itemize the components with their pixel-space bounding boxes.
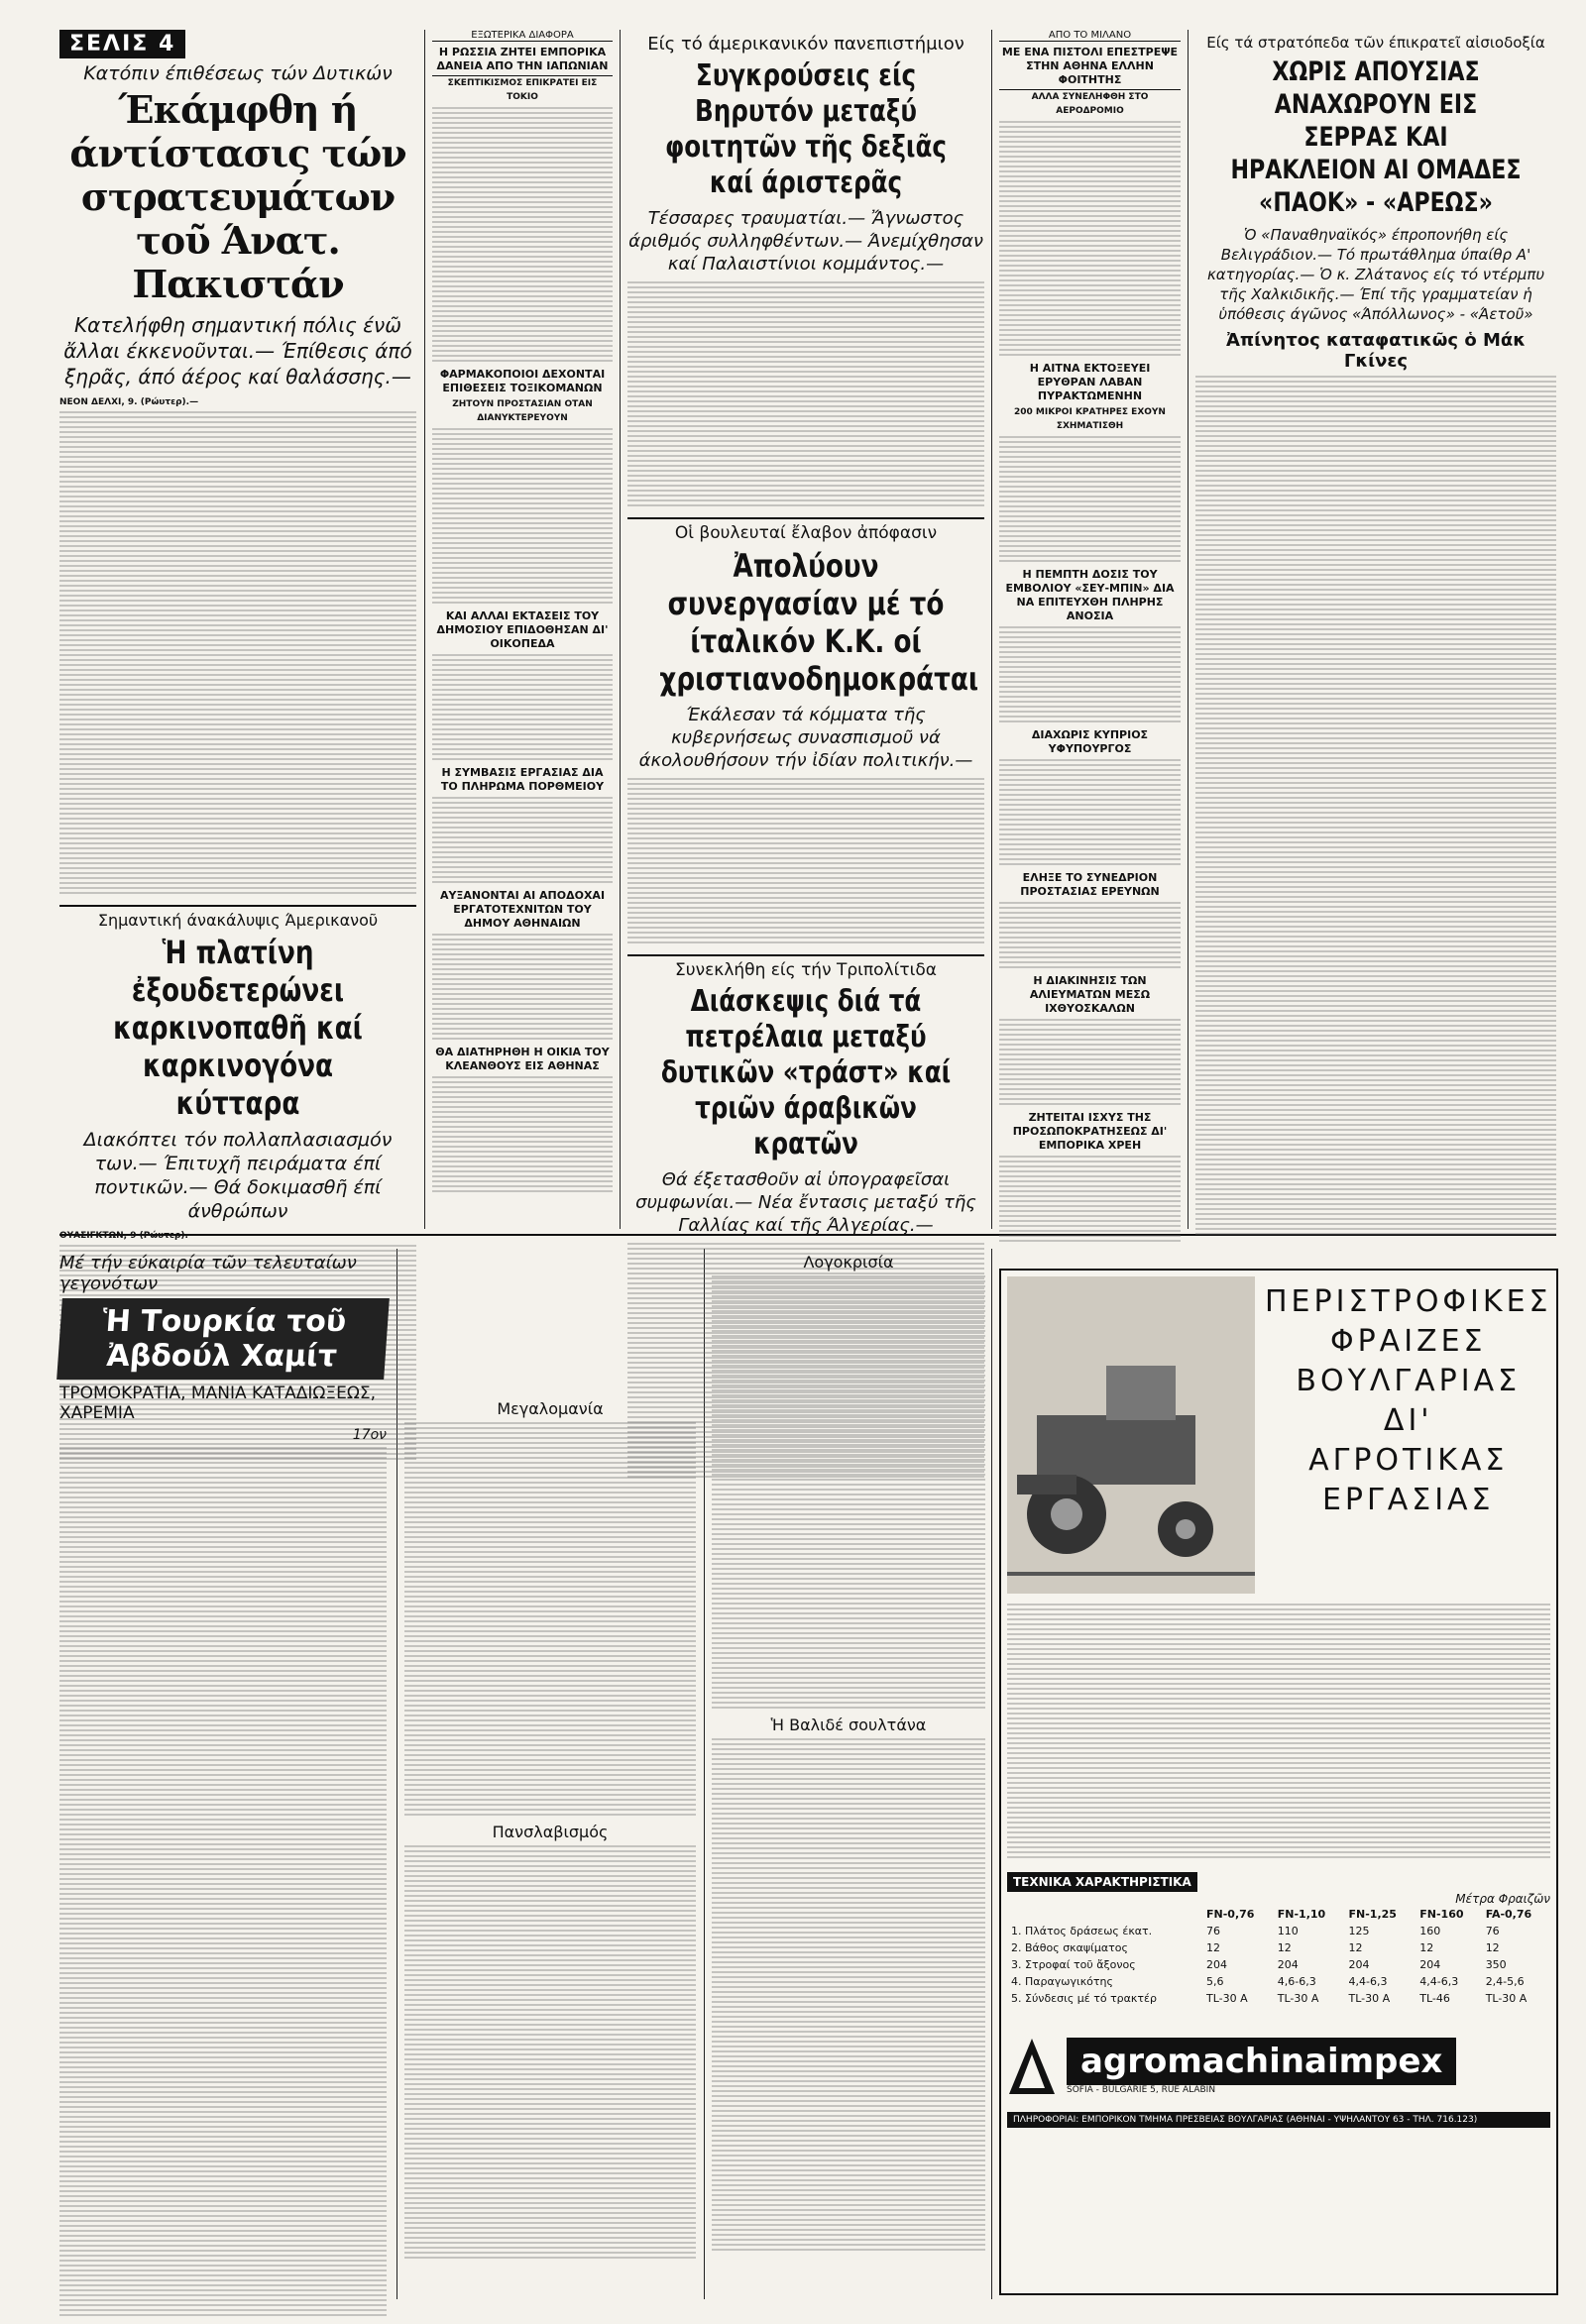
article-text bbox=[59, 1447, 387, 2319]
specs-header-cell: FN-160 bbox=[1419, 1908, 1464, 1921]
ad-footer: ΠΛΗΡΟΦΟΡΙΑΙ: ΕΜΠΟΡΙΚΟΝ ΤΜΗΜΑ ΠΡΕΣΒΕΙΑΣ ΒΟΥΛΓΑΡΙΑΣ (ΑΘΗΝΑΙ - ΥΨΗΛΑΝΤΟΥ 63 - ΤΗΛ. 716.123) bbox=[1007, 2112, 1550, 2128]
specs-heading: ΤΕΧΝΙΚΑ ΧΑΡΑΚΤΗΡΙΣΤΙΚΑ bbox=[1007, 1872, 1197, 1892]
story-kicker: Είς τά στρατόπεδα τῶν έπικρατεῖ αἰσιοδοξία bbox=[1206, 34, 1545, 52]
story-headline: Συγκρούσεις είς Βηρυτόν μεταξύ φοιτητῶν τῆς δεξιᾶς καί άριστερᾶς bbox=[665, 58, 947, 200]
article-text bbox=[432, 934, 613, 1043]
specs-cell: 5,6 bbox=[1206, 1975, 1224, 1988]
specs-cell: 2,4-5,6 bbox=[1485, 1975, 1525, 1988]
specs-cell: TL-46 bbox=[1419, 1992, 1450, 2005]
specs-cell: 4,4-6,3 bbox=[1348, 1975, 1388, 1988]
dateline: ΟΥΑΣΙΓΚΤΩΝ, 9 (Ρώυτερ).— bbox=[59, 1231, 197, 1241]
episode-number: 17ον bbox=[352, 1427, 387, 1443]
story-kicker: Κατόπιν έπιθέσεως τών Δυτικών bbox=[83, 62, 393, 84]
story-headline: ΘΑ ΔΙΑΤΗΡΗΘΗ Η ΟΙΚΙΑ ΤΟΥ ΚΛΕΑΝΘΟΥΣ ΕΙΣ ΑΘΗΝΑΣ bbox=[435, 1046, 610, 1072]
story-headline: ΜΕ ΕΝΑ ΠΙΣΤΟΛΙ ΕΠΕΣΤΡΕΨΕ ΣΤΗΝ ΑΘΗΝΑ ΕΛΛΗΝ ΦΟΙΤΗΤΗΣ bbox=[1001, 46, 1179, 86]
specs-cell: 125 bbox=[1348, 1925, 1370, 1937]
feature-column-1 bbox=[59, 1249, 387, 2299]
column-rule bbox=[991, 1249, 992, 2299]
specs-cell: 12 bbox=[1419, 1941, 1434, 1954]
specs-cell: 2. Βάθος σκαψίματος bbox=[1011, 1941, 1128, 1954]
feature-kicker: Μέ τήν εύκαιρία τῶν τελευταίων γεγονότων bbox=[59, 1253, 357, 1294]
article-text bbox=[432, 107, 613, 365]
ad-title-line: ΔΙ' bbox=[1383, 1403, 1433, 1438]
specs-cell: 76 bbox=[1485, 1925, 1500, 1937]
story-subhead: ΑΛΛΑ ΣΥΝΕΛΗΦΘΗ ΣΤΟ ΑΕΡΟΔΡΟΜΙΟ bbox=[999, 89, 1181, 118]
ad-title-line: ΑΓΡΟΤΙΚΑΣ bbox=[1308, 1443, 1509, 1478]
specs-header-cell: FA-0,76 bbox=[1485, 1908, 1532, 1921]
article-text bbox=[712, 1738, 985, 2254]
story-subhead: ΖΗΤΟΥΝ ΠΡΟΣΤΑΣΙΑΝ ΟΤΑΝ ΔΙΑΝΥΚΤΕΡΕΥΟΥΝ bbox=[452, 399, 593, 423]
story-subhead: Έκάλεσαν τά κόμματα τῆς κυβερνήσεως συνασπισμοῦ νά άκολουθήσουν τήν ἰδίαν πολιτικήν.— bbox=[638, 705, 973, 771]
specs-row bbox=[1007, 1956, 1550, 1973]
specs-row bbox=[1007, 1939, 1550, 1956]
specs-header-cell: FN-1,25 bbox=[1348, 1908, 1397, 1921]
specs-cell: TL-30 A bbox=[1206, 1992, 1248, 2005]
ad-brand: agromachinaimpex bbox=[1067, 2038, 1456, 2085]
specs-cell: 350 bbox=[1485, 1958, 1507, 1971]
story-headline: ΦΑΡΜΑΚΟΠΟΙΟΙ ΔΕΧΟΝΤΑΙ ΕΠΙΘΕΣΕΙΣ ΤΟΞΙΚΟΜΑΝΩΝ bbox=[439, 368, 606, 394]
article-text bbox=[999, 759, 1181, 868]
feature-section-heading: Μεγαλομανία bbox=[497, 1399, 604, 1418]
specs-models-label: Μέτρα Φραιζῶν bbox=[1455, 1892, 1550, 1906]
specs-row bbox=[1007, 1923, 1550, 1939]
column-rule bbox=[1188, 30, 1189, 1229]
story-subhead: Τέσσαρες τραυματίαι.— Ἄγνωστος άριθμός συλληφθέντων.— Άνεμίχθησαν καί Παλαιστίνιοι κομμάντος.— bbox=[628, 208, 983, 275]
tractor-machine-image bbox=[1007, 1276, 1255, 1594]
story-headline: Ἡ πλατίνη ἐξουδετερώνει καρκινοπαθῆ καί καρκινογόνα κύτταρα bbox=[113, 934, 363, 1122]
story-headline: Η ΔΙΑΚΙΝΗΣΙΣ ΤΩΝ ΑΛΙΕΥΜΑΤΩΝ ΜΕΣΩ ΙΧΘΥΟΣΚΑΛΩΝ bbox=[1029, 974, 1151, 1015]
story-subhead: Διακόπτει τόν πολλαπλασιασμόν των.— Έπιτυχῆ πειράματα έπί ποντικῶν.— Θά δοκιμασθῆ έπί άνθρώπων bbox=[83, 1129, 393, 1222]
story-headline: ΔΙΑΧΩΡΙΣ ΚΥΠΡΙΟΣ ΥΦΥΠΟΥΡΓΟΣ bbox=[1031, 728, 1149, 755]
specs-cell: 4. Παραγωγικότης bbox=[1011, 1975, 1113, 1988]
feature-banner: Ἡ Τουρκία τοῦ Ἀβδούλ Χαμίτ bbox=[57, 1298, 390, 1380]
ad-title-line: ΕΡΓΑΣΙΑΣ bbox=[1321, 1483, 1495, 1517]
story-headline: ΚΑΙ ΑΛΛΑΙ ΕΚΤΑΣΕΙΣ ΤΟΥ ΔΗΜΟΣΙΟΥ ΕΠΙΔΟΘΗΣΑΝ ΔΙ' ΟΙΚΟΠΕΔΑ bbox=[436, 609, 609, 650]
dateline: ΝΕΟΝ ΔΕΛΧΙ, 9. (Ρώυτερ).— bbox=[59, 397, 199, 407]
specs-cell: 110 bbox=[1277, 1925, 1299, 1937]
section-label: ΑΠΟ ΤΟ ΜΙΛΑΝΟ bbox=[999, 30, 1181, 42]
story-kicker: Είς τό άμερικανικόν πανεπιστήμιον bbox=[647, 34, 964, 55]
advertisement bbox=[999, 1269, 1558, 2295]
ad-brand-address: SOFIA - BULGARIE 5, RUE ALABIN bbox=[1067, 2085, 1216, 2095]
page-logo: ΣΕΛΙΣ 4 bbox=[59, 30, 185, 58]
feature-section-heading: Πανσλαβισμός bbox=[492, 1823, 609, 1841]
article-text bbox=[1195, 376, 1556, 1238]
article-text bbox=[712, 1275, 985, 1712]
story-kicker: Συνεκλήθη είς τήν Τριπολίτιδα bbox=[627, 954, 984, 980]
specs-header-row bbox=[1007, 1906, 1550, 1923]
column-4 bbox=[999, 30, 1181, 1229]
story-subhead: Ἀπίνητος καταφατικῶς ὁ Μάκ Γκίνες bbox=[1225, 330, 1527, 372]
specs-cell: TL-30 A bbox=[1277, 1992, 1319, 2005]
specs-cell: 204 bbox=[1206, 1958, 1228, 1971]
specs-table bbox=[1007, 1906, 1550, 2007]
story-headline: Η ΣΥΜΒΑΣΙΣ ΕΡΓΑΣΙΑΣ ΔΙΑ ΤΟ ΠΛΗΡΩΜΑ ΠΟΡΘΜΕΙΟΥ bbox=[440, 766, 605, 793]
ad-title-line: ΦΡΑΙΖΕΣ bbox=[1329, 1324, 1487, 1359]
specs-cell: 12 bbox=[1348, 1941, 1363, 1954]
specs-cell: 204 bbox=[1348, 1958, 1370, 1971]
specs-cell: 12 bbox=[1206, 1941, 1221, 1954]
specs-cell: 76 bbox=[1206, 1925, 1221, 1937]
article-text bbox=[59, 411, 416, 897]
story-subhead: Ὁ «Παναθηναϊκός» έπροπονήθη είς Βελιγράδιον.— Τό πρωτάθλημα ύπαίθρ Α' κατηγορίας.— Ὁ κ. Ζλάτανος είς τό ντέρμπυ τῆς Χαλκιδικῆς.— Έπί τῆς γραμματείαν ἡ ὑπόθεσις άγῶνος «Άπόλλωνος» - «Άετοῦ» bbox=[1206, 226, 1545, 323]
column-1 bbox=[59, 30, 416, 1241]
story-headline: Διάσκεψις διά τά πετρέλαια μεταξύ δυτικῶν «τράστ» καί τριῶν άραβικῶν κρατῶν bbox=[660, 984, 952, 1162]
article-text bbox=[432, 1076, 613, 1195]
specs-header-cell: FN-1,10 bbox=[1277, 1908, 1326, 1921]
article-text bbox=[999, 626, 1181, 725]
specs-header-cell: FN-0,76 bbox=[1206, 1908, 1255, 1921]
specs-cell: 4,6-6,3 bbox=[1277, 1975, 1316, 1988]
story-subhead: ΣΚΕΠΤΙΚΙΣΜΟΣ ΕΠΙΚΡΑΤΕΙ ΕΙΣ ΤΟΚΙΟ bbox=[432, 75, 613, 104]
column-rule bbox=[991, 30, 992, 1229]
ad-body-text bbox=[1007, 1604, 1550, 1861]
story-headline: Η ΑΙΤΝΑ ΕΚΤΟΞΕΥΕΙ ΕΡΥΘΡΑΝ ΛΑΒΑΝ ΠΥΡΑΚΤΩΜΕΝΗΝ bbox=[1029, 362, 1151, 402]
article-text bbox=[627, 778, 984, 946]
specs-row bbox=[1007, 1973, 1550, 1990]
specs-cell: TL-30 A bbox=[1485, 1992, 1528, 2005]
column-2 bbox=[432, 30, 613, 1229]
specs-cell: 204 bbox=[1277, 1958, 1299, 1971]
column-3 bbox=[627, 30, 984, 1236]
specs-cell: 204 bbox=[1419, 1958, 1441, 1971]
column-rule bbox=[620, 30, 621, 1229]
story-headline: ΑΥΞΑΝΟΝΤΑΙ ΑΙ ΑΠΟΔΟΧΑΙ ΕΡΓΑΤΟΤΕΧΝΙΤΩΝ ΤΟΥ ΔΗΜΟΥ ΑΘΗΝΑΙΩΝ bbox=[439, 889, 606, 930]
ad-title-line: ΒΟΥΛΓΑΡΙΑΣ bbox=[1296, 1364, 1522, 1398]
article-text bbox=[432, 428, 613, 607]
section-label: ΕΞΩΤΕΡΙΚΑ ΔΙΑΦΟΡΑ bbox=[432, 30, 613, 42]
article-text bbox=[999, 121, 1181, 359]
article-text bbox=[999, 436, 1181, 565]
specs-cell: 12 bbox=[1485, 1941, 1500, 1954]
feature-column-2 bbox=[404, 1249, 696, 2299]
article-text bbox=[404, 1422, 696, 1819]
story-headline: ΕΛΗΞΕ ΤΟ ΣΥΝΕΔΡΙΟΝ ΠΡΟΣΤΑΣΙΑΣ ΕΡΕΥΝΩΝ bbox=[1020, 871, 1160, 898]
feature-section-heading: Ἡ Βαλιδέ σουλτάνα bbox=[770, 1715, 927, 1734]
feature-section-heading: Λογοκρισία bbox=[803, 1253, 894, 1272]
specs-row bbox=[1007, 1990, 1550, 2007]
story-headline: ΧΩΡΙΣ ΑΠΟΥΣΙΑΣ ΑΝΑΧΩΡΟΥΝ ΕΙΣ ΣΕΡΡΑΣ ΚΑΙ ΗΡΑΚΛΕΙΟΝ ΑΙ ΟΜΑΔΕΣ «ΠΑΟΚ» - «ΑΡΕΩΣ» bbox=[1230, 56, 1522, 218]
feature-subtitle: ΤΡΟΜΟΚΡΑΤΙΑ, ΜΑΝΙΑ ΚΑΤΑΔΙΩΞΕΩΣ, ΧΑΡΕΜΙΑ bbox=[59, 1383, 377, 1423]
specs-cell: 5. Σύνδεσις μέ τό τρακτέρ bbox=[1011, 1992, 1157, 2005]
article-text bbox=[404, 1845, 696, 2262]
story-headline: Η ΡΩΣΣΙΑ ΖΗΤΕΙ ΕΜΠΟΡΙΚΑ ΔΑΝΕΙΑ ΑΠΟ ΤΗΝ ΙΑΠΩΝΙΑΝ bbox=[436, 46, 609, 72]
story-headline: Ἀπολύουν συνεργασίαν μέ τό ίταλικόν Κ.Κ. οί χριστιανοδημοκράται bbox=[659, 547, 979, 698]
article-text bbox=[627, 281, 984, 509]
specs-cell: 160 bbox=[1419, 1925, 1441, 1937]
story-headline: Η ΠΕΜΠΤΗ ΔΟΣΙΣ ΤΟΥ ΕΜΒΟΛΙΟΥ «ΣΕΥ-ΜΠΙΝ» ΔΙΑ ΝΑ ΕΠΙΤΕΥΧΘΗ ΠΛΗΡΗΣ ΑΝΟΣΙΑ bbox=[1005, 568, 1175, 622]
article-text bbox=[432, 654, 613, 763]
story-headline: ΖΗΤΕΙΤΑΙ ΙΣΧΥΣ ΤΗΣ ΠΡΟΣΩΠΟΚΡΑΤΗΣΕΩΣ ΔΙ' ΕΜΠΟΡΙΚΑ ΧΡΕΗ bbox=[1012, 1111, 1168, 1152]
story-headline: Έκάμφθη ή άντίστασις τών στρατευμάτων τοῦ Άνατ. Πακιστάν bbox=[69, 87, 406, 306]
specs-cell: 1. Πλάτος δράσεως έκατ. bbox=[1011, 1925, 1153, 1937]
column-5 bbox=[1195, 30, 1556, 1229]
article-text bbox=[999, 1156, 1181, 1245]
specs-cell: TL-30 A bbox=[1348, 1992, 1391, 2005]
specs-cell: 3. Στροφαί τοῦ ἄξονος bbox=[1011, 1958, 1136, 1971]
article-text bbox=[999, 1019, 1181, 1108]
story-subhead: Κατελήφθη σημαντική πόλις ένῶ ἄλλαι έκκενοῦνται.— Έπίθεσις άπό ξηρᾶς, άπό άέρος καί θαλάσσης.— bbox=[63, 313, 412, 388]
ad-title-line: ΠΕΡΙΣΤΡΟΦΙΚΕΣ bbox=[1265, 1284, 1552, 1319]
specs-header-cell bbox=[1007, 1906, 1202, 1923]
specs-cell: 4,4-6,3 bbox=[1419, 1975, 1459, 1988]
feature-column-3 bbox=[712, 1249, 985, 2299]
story-kicker: Οἱ βουλευταί ἔλαβον ἀπόφασιν bbox=[627, 517, 984, 543]
brand-logo-icon bbox=[1007, 2037, 1057, 2096]
story-subhead: 200 ΜΙΚΡΟΙ ΚΡΑΤΗΡΕΣ ΕΧΟΥΝ ΣΧΗΜΑΤΙΣΘΗ bbox=[1014, 407, 1166, 431]
article-text bbox=[432, 797, 613, 886]
story-subhead: Θά έξετασθοῦν αἱ ὑπογραφεῖσαι συμφωνίαι.— Νέα ἔντασις μεταξύ τῆς Γαλλίας καί τῆς Άλγερίας.— bbox=[635, 1169, 976, 1236]
story-kicker: Σημαντική άνακάλυψις Άμερικανοῦ bbox=[59, 905, 416, 930]
article-text bbox=[999, 902, 1181, 971]
column-rule bbox=[424, 30, 425, 1229]
specs-cell: 12 bbox=[1277, 1941, 1292, 1954]
